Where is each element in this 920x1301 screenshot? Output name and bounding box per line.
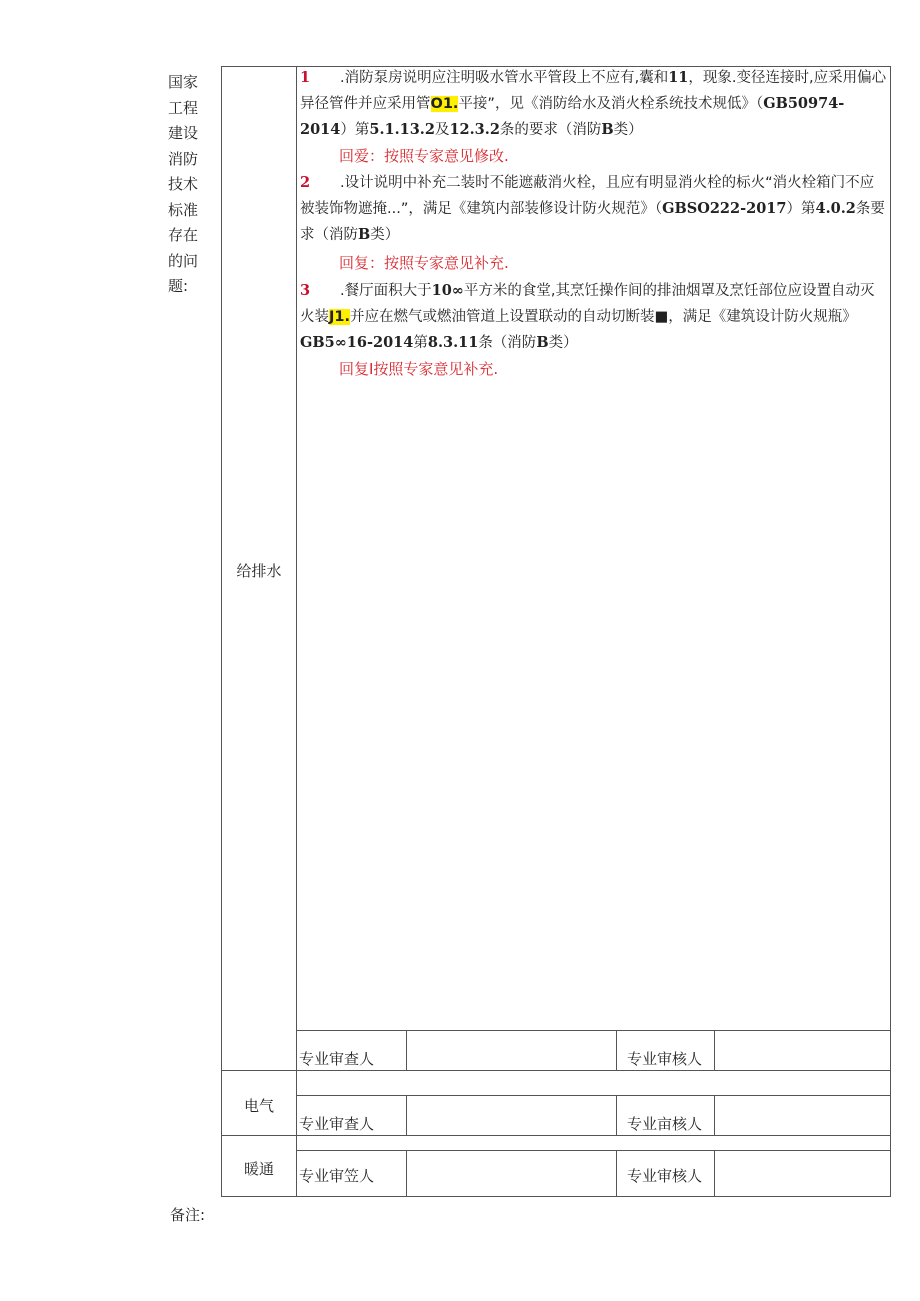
reviewer-label: 专业审查人 — [299, 1050, 375, 1068]
section-divider-line — [296, 66, 297, 1197]
reply-text: 回复I按照专家意见补充. — [339, 360, 499, 378]
reply-text: 回爱：按照专家意见修改. — [339, 147, 509, 165]
reply-text: 回复：按照专家意见补充. — [339, 254, 509, 272]
checker-label: 专业审核人 — [627, 1167, 703, 1185]
section-label-hvac: 暖通 — [243, 1160, 274, 1178]
issue-number: 3 — [300, 282, 311, 299]
table-right-border — [890, 66, 891, 1197]
issue-text: .设计说明中补充二装时不能遮蔽消火栓，且应有明显消火栓的标火“消火栓箱门不应被装饰物遮掩...”，满足《建筑内部装修设计防火规范》（GBSO222-2017）第4.0.2条要求（消防B类） — [300, 175, 885, 243]
issues-heading: 国家工程建设消防技术标准存在的问题: — [168, 73, 199, 295]
highlight-mark: J1. — [329, 309, 350, 325]
issue-text: .餐厅面积大于10∞平方米的食堂,其烹饪操作间的排油烟罩及烹饪部位应设置自动灭火装J1.并应在燃气或燃油管道上设置联动的自动切断装■，满足《建筑设计防火规瓶》GB5∞16-2014第8.3.11条（消防B类） — [300, 282, 875, 351]
reviewer-label: 专业审查人 — [299, 1115, 375, 1133]
note-label: 备注: — [170, 1206, 206, 1224]
issue-item-2 — [300, 170, 888, 248]
issue-number: 1 — [300, 69, 311, 86]
section-label-electric: 电气 — [243, 1097, 274, 1115]
table-bottom-border — [221, 1196, 891, 1197]
issue-text: .消防泵房说明应注明吸水管水平管段上不应有,囊和11，现象.变径连接时,应采用偏心异径管件并应采用管O1.平接”，见《消防给水及消火栓系统技术规低》（GB50974-2014）第5.1.13.2及12.3.2条的要求（消防B类） — [300, 69, 887, 138]
table-left-border — [221, 66, 222, 1197]
checker-label: 专业审核人 — [627, 1050, 703, 1068]
checker-label: 专业亩核人 — [627, 1115, 703, 1133]
issue-number: 2 — [300, 174, 311, 191]
issue-item-1 — [300, 65, 888, 143]
section-label-water: 给排水 — [236, 562, 282, 580]
issue-item-3 — [300, 278, 888, 356]
reviewer-label: 专业审笠人 — [299, 1167, 375, 1185]
highlight-mark: O1. — [430, 96, 459, 112]
